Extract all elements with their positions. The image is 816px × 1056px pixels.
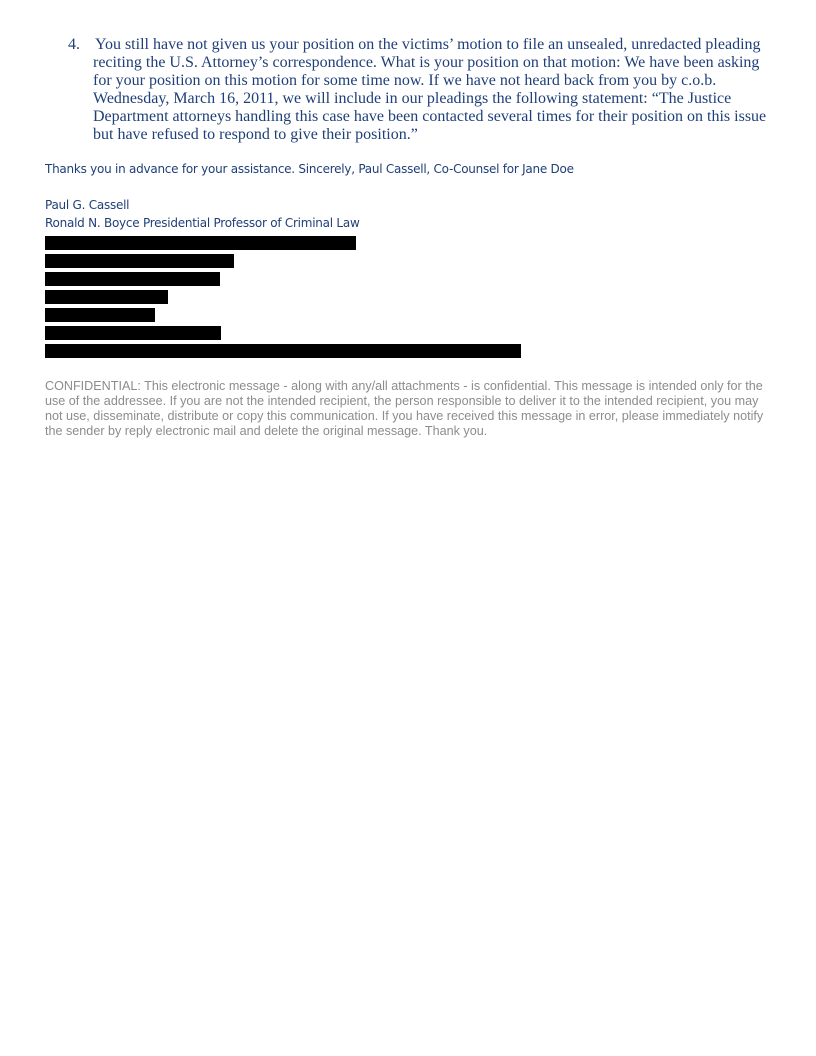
redaction-bar: [45, 236, 356, 250]
redaction-bar: [45, 290, 168, 304]
confidentiality-notice: CONFIDENTIAL: This electronic message - along with any/all attachments - is confidential. This message is intended only for the use of the addressee. If you are not the intended recipient, the person responsible to deliver it to the intended recipient, you may not use, disseminate, distribute or copy this communication. If you have received this message in error, please immediately notify the sender by reply electronic mail and delete the original message. Thank you.: [45, 379, 764, 438]
redaction-bar: [45, 272, 220, 286]
redaction-bar: [45, 326, 221, 340]
redaction-bar: [45, 308, 155, 322]
redaction-bar: [45, 254, 234, 268]
closing-line: Thanks you in advance for your assistance. Sincerely, Paul Cassell, Co-Counsel for Jane Doe: [45, 162, 574, 176]
signature-title: Ronald N. Boyce Presidential Professor of Criminal Law: [45, 216, 360, 230]
signature-name: Paul G. Cassell: [45, 198, 130, 212]
paragraph-text: You still have not given us your position on the victims’ motion to file an unsealed, unredacted pleading reciting the U.S. Attorney’s correspondence. What is your position on that motion: We have been asking for your position on this motion for some time now. If we have not heard back from you by c.o.b. Wednesday, March 16, 2011, we will include in our pleadings the following statement: “The Justice Department attorneys handling this case have been contacted several times for their position on this issue but have refused to respond to give their position.”: [93, 36, 767, 143]
redaction-bar: [45, 344, 521, 358]
list-number: 4.: [68, 36, 80, 53]
numbered-paragraph: [68, 36, 768, 144]
